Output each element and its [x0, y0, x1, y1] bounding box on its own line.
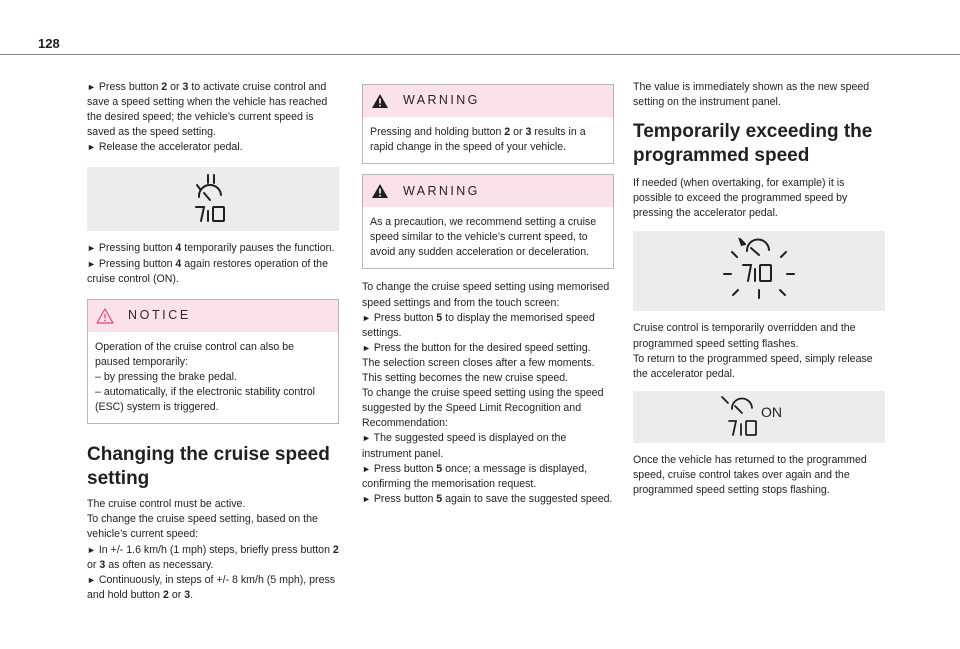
slr-step-save: ► Press button 5 again to save the suggested speed.: [362, 492, 613, 505]
notice-triangle-icon: [96, 308, 114, 324]
mem-line-closes: The selection screen closes after a few moments.: [362, 356, 595, 369]
change-intro: The cruise control must be active.: [87, 498, 246, 511]
page-number: 128: [38, 36, 60, 51]
warning-2-body: [363, 207, 613, 268]
flashing-speedometer-icon: [714, 235, 804, 307]
header-divider: [0, 54, 960, 55]
mem-line-new-speed: This setting becomes the new cruise speed.: [362, 372, 569, 385]
warning-box-2: [362, 174, 614, 269]
on-label: ON: [761, 403, 782, 420]
warning-2-text: As a precaution, we recommend setting a cruise speed similar to the vehicle’s current speed, to avoid any sudden acceleration or deceleration.: [370, 216, 597, 259]
memorised-intro: To change the cruise speed setting using memorised speed settings and from the touch screen:: [362, 281, 610, 309]
speedometer-on-icon: [719, 395, 799, 439]
section-heading-changing: Changing the cruise speed setting: [87, 444, 330, 490]
warning-1-header: [363, 85, 613, 117]
notice-title: NOTICE: [128, 308, 191, 323]
instruction-release: ► Release the accelerator pedal.: [87, 141, 243, 154]
return-text: Once the vehicle has returned to the programmed speed, cruise control takes over again and the programmed speed setting stops flashing.: [633, 453, 867, 497]
paused-speedometer-icon: [193, 173, 233, 225]
warning-2-title: WARNING: [403, 183, 480, 198]
notice-text: Operation of the cruise control can also be paused temporarily:: [95, 340, 295, 368]
notice-box: [87, 299, 339, 424]
value-shown-text: The value is immediately shown as the new speed setting on the instrument panel.: [633, 81, 870, 109]
override-text: Cruise control is temporarily overridden and the programmed speed setting flashes.: [633, 322, 856, 350]
notice-item-brake: – by pressing the brake pedal.: [95, 370, 237, 383]
instruction-pause: ► Pressing button 4 temporarily pauses the function.: [87, 242, 335, 255]
warning-2-header: [363, 175, 613, 207]
notice-body: [88, 332, 338, 423]
change-intro-2: To change the cruise speed setting, based on the vehicle’s current speed:: [87, 513, 318, 541]
warning-triangle-icon: [371, 93, 389, 109]
column-3: [633, 80, 885, 498]
slr-step-displayed: ► The suggested speed is displayed on the instrument panel.: [362, 432, 567, 460]
mem-step-select: ► Press the button for the desired speed setting.: [362, 341, 591, 354]
slr-step-confirm: ► Press button 5 once; a message is displayed, confirming the memorisation request.: [362, 462, 588, 490]
warning-triangle-icon: [371, 183, 389, 199]
on-speed-figure: [633, 391, 885, 443]
mem-line-slr: To change the cruise speed setting using the speed suggested by the Speed Limit Recognition and Recommendation:: [362, 387, 604, 430]
notice-header: [88, 300, 338, 332]
exceed-text: If needed (when overtaking, for example) it is possible to exceed the programmed speed by pressing the accelerator pedal.: [633, 177, 848, 220]
warning-box-1: [362, 84, 614, 164]
instruction-restore: ► Pressing button 4 again restores operation of the cruise control (ON).: [87, 257, 328, 285]
warning-1-title: WARNING: [403, 93, 480, 108]
notice-item-esc: – automatically, if the electronic stability control (ESC) system is triggered.: [95, 386, 316, 414]
warning-1-body: [363, 117, 613, 163]
warning-1-text: Pressing and holding button 2 or 3 results in a rapid change in the speed of your vehicle.: [370, 126, 586, 154]
mem-step-display: ► Press button 5 to display the memorised speed settings.: [362, 311, 595, 339]
pause-figure: [87, 167, 339, 231]
column-1: [87, 80, 339, 603]
section-heading-exceeding: Temporarily exceeding the programmed speed: [633, 121, 873, 167]
flashing-speed-figure: [633, 231, 885, 311]
step-brief-press: ► In +/- 1.6 km/h (1 mph) steps, briefly press button 2 or 3 as often as necessary.: [87, 543, 339, 571]
instruction-activate: ► Press button 2 or 3 to activate cruise control and save a speed setting when the vehicle has reached the desired speed; the vehicle’s current speed is saved as the speed setting.: [87, 81, 328, 139]
return-instruction: To return to the programmed speed, simply release the accelerator pedal.: [633, 352, 873, 380]
column-2: [362, 84, 614, 507]
step-press-hold: ► Continuously, in steps of +/- 8 km/h (5 mph), press and hold button 2 or 3.: [87, 573, 336, 601]
